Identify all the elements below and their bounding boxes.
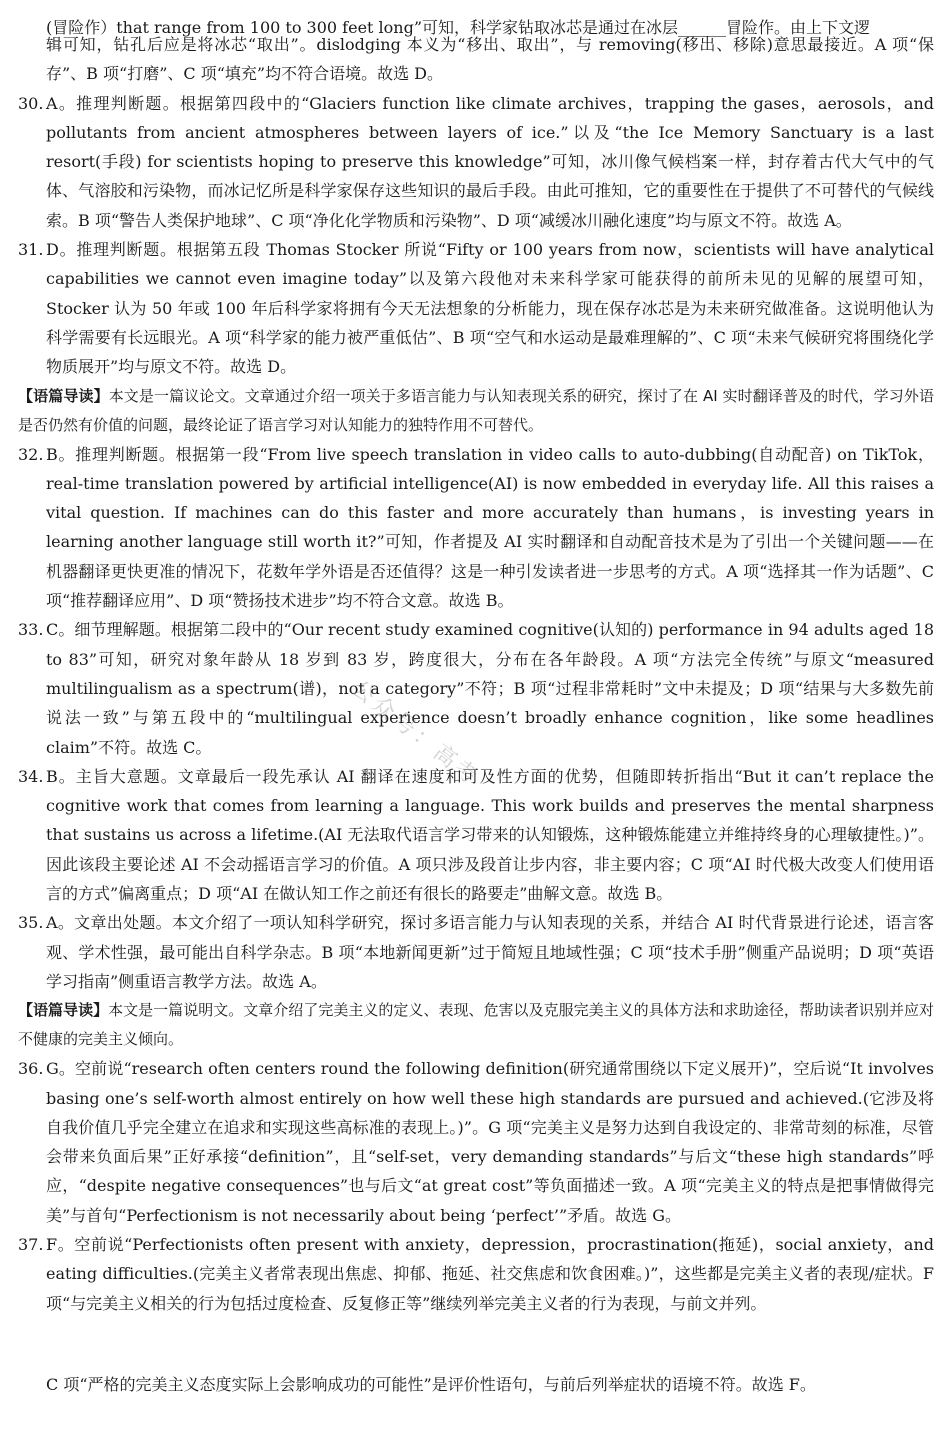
watermark: 公众号：高考 (346, 675, 485, 792)
question-number: 31. (18, 240, 44, 260)
question-number: 35. (18, 913, 44, 933)
explanation-item-31 (18, 235, 934, 381)
explanation-text: D。推理判断题。根据第五段 Thomas Stocker 所说“Fifty or 100 years from now，scientists will have analytical capabilities we cannot even imagine today”以及第六段他对未来科学家可能获得的前所未见的见解的展望可知，Stocker 认为 50 年或 100 年后科学家将拥有今天无法想象的分析能力，现在保存冰芯是为未来研究做准备。这说明他认为科学需要有长远眼光。A 项“科学家的能力被严重低估”、B 项“空气和水运动是最难理解的”、C 项“未来气候研究将围绕化学物质展开”均与原文不符。故选 D。 (46, 240, 934, 377)
explanation-text: A。文章出处题。本文介绍了一项认知科学研究，探讨多语言能力与认知表现的关系，并结合 AI 时代背景进行论述，语言客观、学术性强，最可能出自科学杂志。B 项“本地新闻更新”过于简短且地域性强；C 项“技术手册”侧重产品说明；D 项“英语学习指南”侧重语言教学方法。故选 A。 (46, 913, 934, 991)
question-number: 30. (18, 93, 44, 113)
explanation-text: G。空前说“research often centers round the following definition(研究通常围绕以下定义展开)”，空后说“It involves basing one’s self-worth almost entirely on how well these high standards are pursued and achieved.(它涉及将自我价值几乎完全建立在追求和实现这些高标准的表现上。)”。G 项“完美主义是努力达到自我设定的、非常苛刻的标准，尽管会带来负面后果”正好承接“definition”，且“self-set，very demanding standards”与后文“these high standards”呼应，“despite negative consequences”也与后文“at great cost”等负面描述一致。A 项“完美主义的特点是把事情做得完美”与首句“Perfectionism is not necessarily about being ‘perfect’”矛盾。故选 G。 (46, 1059, 934, 1225)
explanation-text: B。推理判断题。根据第一段“From live speech translation in video calls to auto-dubbing(自动配音) on TikTok，real-time translation powered by artificial intelligence(AI) is now embedded in everyday life. All this raises a vital question. If machines can do this faster and more accurately than humans，is investing years in learning another language still worth it?”可知，作者提及 AI 实时翻译和自动配音技术是为了引出一个关键问题——在机器翻译更快更准的情况下，花数年学外语是否还值得？这是一种引发读者进一步思考的方式。A 项“选择其一作为话题”、C 项“推荐翻译应用”、D 项“赞扬技术进步”均不符合文意。故选 B。 (46, 444, 934, 611)
question-number: 34. (18, 766, 44, 786)
explanation-text: F。空前说“Perfectionists often present with anxiety，depression，procrastination(拖延)，social anxiety，and eating difficulties.(完美主义者常表现出焦虑、抑郁、拖延、社交焦虑和饮食困难。)”，这些都是完美主义者的表现/症状。F 项“与完美主义相关的行为包括过度检查、反复修正等”继续列举完美主义者的行为表现，与前文并列。 (46, 1234, 934, 1313)
q29-tail-text: 辑可知，钻孔后应是将冰芯“取出”。dislodging 本义为“移出、取出”，与 removing(移出、移除)意思最接近。A 项“保存”、B 项“打磨”、C 项“填充”均不符合语境。故选 D。 (46, 35, 934, 84)
guide-text: 本文是一篇说明文。文章介绍了完美主义的定义、表现、危害以及克服完美主义的具体方法和求助途径，帮助读者识别并应对不健康的完美主义倾向。 (18, 1001, 934, 1049)
explanation-item-34 (18, 762, 934, 908)
guide-tag: 【语篇导读】 (18, 1001, 109, 1020)
passage-guide-1 (18, 382, 934, 440)
explanation-text: B。主旨大意题。文章最后一段先承认 AI 翻译在速度和可及性方面的优势，但随即转折指出“But it can’t replace the cognitive work that comes from learning a language. This work builds and preserves the mental sharpness that sustains us across a lifetime.(AI 无法取代语言学习带来的认知锻炼，这种锻炼能建立并维持终身的心理敏捷性。)”。因此该段主要论述 AI 不会动摇语言学习的价值。A 项只涉及段首让步内容，非主要内容；C 项“AI 时代极大改变人们使用语言的方式”偏离重点；D 项“AI 在做认知工作之前还有很长的路要走”曲解文意。故选 B。 (46, 766, 934, 904)
question-number: 33. (18, 620, 44, 640)
question-number: 36. (18, 1059, 44, 1079)
explanation-item-33 (18, 615, 934, 761)
guide-text: 本文是一篇议论文。文章通过介绍一项关于多语言能力与认知表现关系的研究，探讨了在 AI 实时翻译普及的时代，学习外语是否仍然有价值的问题，最终论证了语言学习对认知能力的独特作用不可替代。 (18, 386, 934, 434)
passage-guide-2 (18, 996, 934, 1054)
guide-tag: 【语篇导读】 (18, 386, 109, 405)
question-number: 37. (18, 1234, 44, 1254)
question-number: 32. (18, 444, 44, 464)
cut-off-bottom-line: C 项“严格的完美主义态度实际上会影响成功的可能性”是评价性语句，与前后列举症状的语境不符。故选 F。 (46, 1375, 816, 1394)
explanation-item-32 (18, 440, 934, 616)
explanation-item-37 (18, 1230, 934, 1318)
explanation-item-30 (18, 89, 934, 235)
explanation-item-35 (18, 908, 934, 996)
explanation-text: A。推理判断题。根据第四段中的“Glaciers function like climate archives，trapping the gases，aerosols，and pollutants from ancient atmospheres between layers of ice.”以及“the Ice Memory Sanctuary is a last resort(手段) for scientists hoping to preserve this knowledge”可知，冰川像气候档案一样，封存着古代大气中的气体、气溶胶和污染物，而冰记忆所是科学家保存这些知识的最后手段。由此可推知，它的重要性在于提供了不可替代的气候线索。B 项“警告人类保护地球”、C 项“净化化学物质和污染物”、D 项“减缓冰川融化速度”均与原文不符。故选 A。 (46, 93, 934, 230)
explanation-item-36 (18, 1054, 934, 1230)
explanation-text: C。细节理解题。根据第二段中的“Our recent study examined cognitive(认知的) performance in 94 adults aged 18 to 83”可知，研究对象年龄从 18 岁到 83 岁，跨度很大，分布在各年龄段。A 项“方法完全传统”与原文“measured multilingualism as a spectrum(谱)，not a category”不符；B 项“过程非常耗时”文中未提及；D 项“结果与大多数先前说法一致”与第五段中的“multilingual experience doesn’t broadly enhance cognition，like some headlines claim”不符。故选 C。 (46, 620, 934, 757)
cut-off-top-line: (冒险作）that range from 100 to 300 feet long”可知，科学家钻取冰芯是通过在冰层______冒险作。由上下文逻 (46, 18, 871, 37)
